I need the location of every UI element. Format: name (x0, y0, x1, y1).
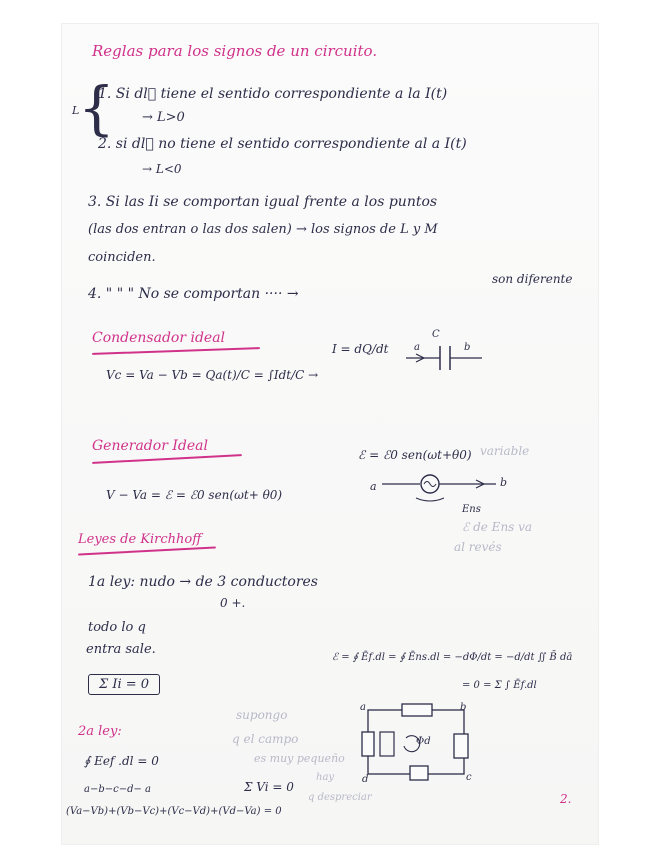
capacitor-label-b: b (464, 342, 471, 353)
capacitor-underline (92, 347, 260, 355)
circuit-label-d: d (362, 774, 369, 785)
kirchhoff-hay: hay (316, 772, 335, 783)
kirchhoff-law-1-note-2: entra sale. (86, 642, 156, 657)
page-title: Reglas para los signos de un circuito. (92, 42, 378, 60)
kirchhoff-sum-v: Σ Vi = 0 (244, 780, 294, 794)
kirchhoff-law-1-note-1: todo lo q (88, 620, 146, 635)
generator-note-line-2: al revés (454, 540, 502, 554)
circuit-label-c: c (466, 772, 472, 783)
kirchhoff-emf-integral: ℰ = ∮ Ē𝑓.dl = ∮ Ēns.dl = −dΦ/dt = −d/dt ∬ B̄ dā (332, 652, 573, 663)
kirchhoff-law-1: 1a ley: nudo → de 3 conductores (88, 574, 318, 590)
capacitor-heading: Condensador ideal (92, 330, 226, 346)
rule-2: 2. si dl⃗ no tiene el sentido correspondiente al a I(t) (98, 136, 467, 152)
generator-note-line-1: ℰ de Ens va (462, 520, 533, 534)
rule-3-line-3: coinciden. (88, 250, 156, 265)
capacitor-formula: Vc = Va − Vb = Qa(t)/C = ∫Idt/C → (106, 368, 319, 382)
rule-1-result: → L>0 (142, 110, 185, 125)
generator-label-b: b (500, 476, 508, 489)
kirchhoff-law-2: 2a ley: (78, 724, 122, 739)
kirchhoff-law-2-integral: ∮ Eef .dl = 0 (84, 754, 159, 768)
page-number: 2. (560, 792, 572, 806)
capacitor-label-c: C (432, 329, 440, 340)
rule-4-end: son diferente (492, 272, 573, 286)
rule-3-line-2: (las dos entran o las dos salen) → los signos de L y M (88, 222, 438, 237)
kirchhoff-despreciar: q despreciar (308, 792, 372, 803)
generator-emf-formula: ℰ = ℰ0 sen(ωt+θ0) (358, 448, 472, 462)
rule-2-result: → L<0 (142, 162, 182, 176)
generator-label-a: a (370, 480, 377, 493)
circuit-label-b: b (460, 702, 467, 713)
generator-underline (92, 454, 242, 464)
kirchhoff-emf-sum: = 0 = Σ ∫ Ēf.dl (462, 680, 537, 691)
kirchhoff-law-1-box: Σ Ii = 0 (88, 674, 160, 695)
generator-voltage: V − Va = ℰ = ℰ0 sen(ωt+ θ0) (106, 488, 283, 502)
notebook-page (62, 24, 598, 844)
rule-1: 1. Si dl⃗ tiene el sentido correspondiente a la I(t) (98, 86, 448, 102)
capacitor-diagram (402, 336, 492, 376)
rule-3-line-1: 3. Si las Ii se comportan igual frente a los puntos (88, 194, 438, 210)
kirchhoff-expansion: (Va−Vb)+(Vb−Vc)+(Vc−Vd)+(Vd−Va) = 0 (66, 806, 282, 817)
kirchhoff-es-muy: es muy pequeño (254, 752, 345, 765)
circuit-phi-label: Φd (416, 736, 431, 747)
generator-variable-label: variable (480, 444, 530, 458)
kirchhoff-heading: Leyes de Kirchhoff (78, 532, 202, 547)
kirchhoff-supongo: supongo (236, 708, 288, 722)
kirchhoff-underline (78, 546, 216, 555)
capacitor-current: I = dQ/dt (332, 342, 389, 356)
brace-label: L (72, 104, 80, 117)
kirchhoff-path: a−b−c−d− a (84, 784, 152, 795)
capacitor-label-a: a (414, 342, 420, 353)
rule-4: 4. " " " No se comportan ···· → (88, 286, 299, 302)
brace-icon: { (78, 74, 115, 142)
generator-ens-label: Ens (462, 504, 481, 515)
kirchhoff-q-campo: q el campo (232, 732, 299, 746)
generator-heading: Generador Ideal (92, 438, 208, 454)
generator-diagram (380, 470, 500, 506)
circuit-label-a: a (360, 702, 366, 713)
kirchhoff-law-1-sum: 0 +. (220, 596, 246, 610)
